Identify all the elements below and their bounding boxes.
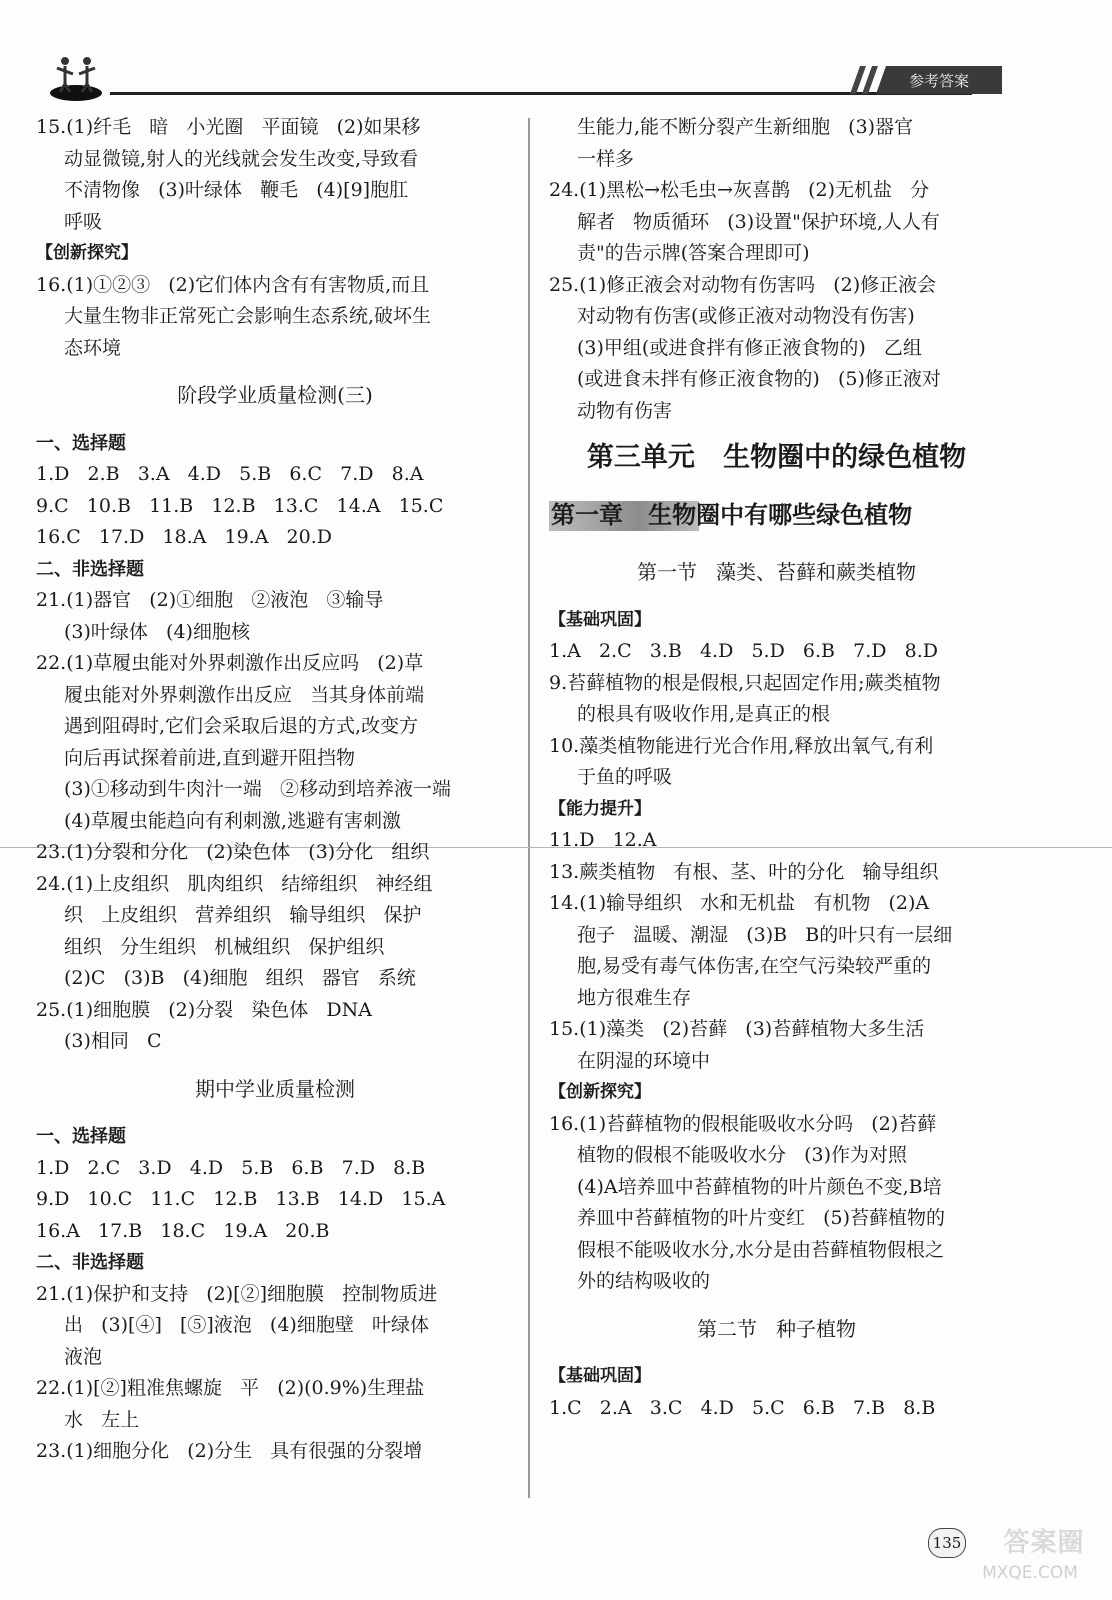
answer-line: 1.D 2.C 3.D 4.D 5.B 6.B 7.D 8.B — [36, 1156, 426, 1179]
answer-line: (3)①移动到牛肉汁一端 ②移动到培养液一端 — [64, 778, 452, 800]
column-divider — [528, 118, 530, 1498]
answer-line: (3)相同 C — [64, 1030, 162, 1052]
section-tag: 【创新探究】 — [36, 243, 138, 263]
answer-line: 液泡 — [64, 1345, 103, 1368]
answer-line: 1.D 2.B 3.A 4.D 5.B 6.C 7.D 8.A — [36, 463, 424, 485]
answer-line: 16.C 17.D 18.A 19.A 20.D — [36, 526, 333, 548]
chapter-heading — [549, 489, 1004, 541]
test-title: 期中学业质量检测 — [195, 1076, 355, 1101]
watermark-url: MXQE.COM — [982, 1563, 1078, 1583]
answer-line: 16.(1)苔藓植物的假根能吸收水分吗 (2)苔藓 — [549, 1112, 937, 1135]
answer-line: 织 上皮组织 营养组织 输导组织 保护 — [64, 904, 422, 926]
answer-line: 遇到阻碍时,它们会采取后退的方式,改变方 — [64, 715, 419, 737]
answer-line: 22.(1)[②]粗准焦螺旋 平 (2)(0.9%)生理盐 — [36, 1377, 425, 1399]
answer-line: 不清物像 (3)叶绿体 鞭毛 (4)[9]胞肛 — [64, 179, 409, 201]
header-tag: 参考答案 — [908, 72, 969, 90]
answer-line: 1.C 2.A 3.C 4.D 5.C 6.B 7.B 8.B — [549, 1396, 936, 1419]
answer-line: 出 (3)[④] [⑤]液泡 (4)细胞壁 叶绿体 — [64, 1314, 429, 1336]
answer-line: 态环境 — [64, 336, 122, 359]
section-heading: 二、非选择题 — [36, 1252, 144, 1273]
answer-line: 13.蕨类植物 有根、茎、叶的分化 输导组织 — [549, 860, 939, 883]
answer-line: 解者 物质循环 (3)设置"保护环境,人人有 — [577, 210, 940, 233]
section-heading: 一、选择题 — [36, 432, 126, 454]
section-title: 第一节 藻类、苔藓和蕨类植物 — [636, 560, 917, 584]
unit-title: 第三单元 生物圈中的绿色植物 — [586, 442, 967, 473]
answer-line: 呼吸 — [64, 210, 103, 233]
answer-line: 外的结构吸收的 — [577, 1270, 711, 1292]
answer-line: 对动物有伤害(或修正液对动物没有伤害) — [577, 305, 915, 327]
answer-line: 24.(1)黑松→松毛虫→灰喜鹊 (2)无机盐 分 — [549, 179, 930, 201]
answer-line: 24.(1)上皮组织 肌肉组织 结缔组织 神经组 — [36, 872, 433, 895]
answer-line: 胞,易受有毒气体伤害,在空气污染较严重的 — [577, 955, 932, 977]
answer-line: 25.(1)细胞膜 (2)分裂 染色体 DNA — [36, 998, 372, 1021]
answer-line: (3)甲组(或进食拌有修正液食物的) 乙组 — [577, 336, 922, 359]
answer-line: 孢子 温暖、潮湿 (3)B B的叶只有一层细 — [577, 923, 953, 946]
right-column — [549, 112, 1004, 1424]
page-number: 135 — [928, 1528, 966, 1558]
answer-line: 22.(1)草履虫能对外界刺激作出反应吗 (2)草 — [36, 652, 424, 674]
answer-line: 养皿中苔藓植物的叶片变红 (5)苔藓植物的 — [577, 1207, 946, 1229]
answer-line: 14.(1)输导组织 水和无机盐 有机物 (2)A — [549, 892, 930, 914]
answer-line: 25.(1)修正液会对动物有伤害吗 (2)修正液会 — [549, 273, 937, 296]
answer-line: 的根具有吸收作用,是真正的根 — [577, 703, 831, 725]
answer-line: (或进食未拌有修正液食物的) (5)修正液对 — [577, 368, 941, 390]
answer-line: 责"的告示牌(答案合理即可) — [577, 242, 810, 264]
section-heading: 一、选择题 — [36, 1126, 126, 1147]
answer-line: (2)C (3)B (4)细胞 组织 器官 系统 — [64, 967, 416, 989]
left-column — [36, 112, 514, 1468]
answer-line: (3)叶绿体 (4)细胞核 — [64, 620, 250, 643]
section-tag: 【能力提升】 — [549, 798, 651, 819]
answer-line: 生能力,能不断分裂产生新细胞 (3)器官 — [577, 116, 914, 138]
answer-line: 1.A 2.C 3.B 4.D 5.D 6.B 7.D 8.D — [549, 640, 938, 662]
answer-line: 21.(1)保护和支持 (2)[②]细胞膜 控制物质进 — [36, 1282, 438, 1305]
watermark: 答案圈 — [1003, 1528, 1085, 1558]
answer-line: 15.(1)藻类 (2)苔藓 (3)苔藓植物大多生活 — [549, 1018, 925, 1040]
answer-line: 向后再试探着前进,直到避开阻挡物 — [64, 746, 356, 769]
answer-line: 23.(1)分裂和分化 (2)染色体 (3)分化 组织 — [36, 841, 430, 863]
answer-line: 在阴湿的环境中 — [577, 1049, 711, 1072]
header-rule — [110, 92, 972, 95]
answer-line: 于鱼的呼吸 — [577, 766, 673, 788]
answer-line: 地方很难生存 — [577, 986, 692, 1009]
section-tag: 【创新探究】 — [549, 1082, 651, 1102]
answer-line: 水 左上 — [64, 1408, 140, 1431]
answer-line: 组织 分生组织 机械组织 保护组织 — [64, 935, 385, 958]
answer-line: 9.C 10.B 11.B 12.B 13.C 14.A 15.C — [36, 494, 444, 517]
answer-line: 9.苔藓植物的根是假根,只起固定作用;蕨类植物 — [549, 671, 941, 694]
answer-line: 动显微镜,射人的光线就会发生改变,导致看 — [64, 147, 419, 170]
answer-line: 履虫能对外界刺激作出反应 当其身体前端 — [64, 683, 425, 706]
answer-line: 23.(1)细胞分化 (2)分生 具有很强的分裂增 — [36, 1440, 423, 1462]
answer-line: (4)A培养皿中苔藓植物的叶片颜色不变,B培 — [577, 1175, 942, 1198]
answer-line: 假根不能吸收水分,水分是由苔藓植物假根之 — [577, 1238, 945, 1261]
answer-line: 11.D 12.A — [549, 829, 657, 851]
section-title: 第二节 种子植物 — [696, 1316, 857, 1341]
answer-line: 10.藻类植物能进行光合作用,释放出氧气,有利 — [549, 734, 934, 757]
answer-line: (4)草履虫能趋向有利刺激,逃避有害刺激 — [64, 809, 401, 832]
publisher-logo-icon — [48, 52, 104, 102]
answer-line: 一样多 — [577, 147, 635, 170]
answer-line: 动物有伤害 — [577, 399, 673, 422]
answer-line: 9.D 10.C 11.C 12.B 13.B 14.D 15.A — [36, 1188, 446, 1210]
answer-line: 16.(1)①②③ (2)它们体内含有有害物质,而且 — [36, 273, 430, 296]
section-tag: 【基础巩固】 — [549, 609, 651, 630]
answer-line: 15.(1)纤毛 暗 小光圈 平面镜 (2)如果移 — [36, 116, 421, 138]
section-tag: 【基础巩固】 — [549, 1366, 651, 1386]
section-heading: 二、非选择题 — [36, 558, 144, 580]
chapter-title: 第一章 生物圈中有哪些绿色植物 — [551, 501, 913, 529]
answer-line: 16.A 17.B 18.C 19.A 20.B — [36, 1219, 330, 1242]
answer-line: 植物的假根不能吸收水分 (3)作为对照 — [577, 1144, 908, 1166]
test-title: 阶段学业质量检测(三) — [177, 383, 373, 407]
answer-line: 21.(1)器官 (2)①细胞 ②液泡 ③输导 — [36, 589, 384, 611]
answer-line: 大量生物非正常死亡会影响生态系统,破坏生 — [64, 305, 432, 327]
